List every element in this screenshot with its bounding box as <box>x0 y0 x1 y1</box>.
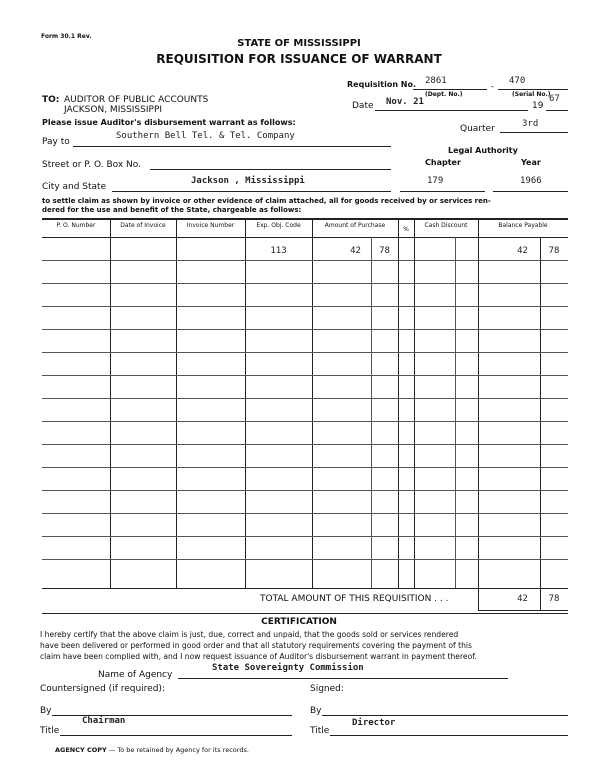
quarter-line <box>500 132 568 133</box>
col-header-pct: % <box>403 226 409 233</box>
right-title-value[interactable]: Director <box>352 718 396 728</box>
col-divider-6 <box>414 218 415 588</box>
year-suffix-value[interactable]: 67 <box>549 94 560 104</box>
agency-label: Name of Agency <box>98 670 173 680</box>
date-value[interactable]: Nov. 21 <box>386 97 424 107</box>
pay-to-label: Pay to <box>42 137 70 147</box>
row-line <box>42 444 568 445</box>
left-title-value[interactable]: Chairman <box>82 716 126 726</box>
agency-copy-label: AGENCY COPY <box>55 746 107 754</box>
row1-balance-cents[interactable]: 78 <box>548 246 560 256</box>
dept-no-line <box>413 89 487 90</box>
row-line <box>42 490 568 491</box>
col-divider-5 <box>398 218 399 588</box>
agency-value[interactable]: State Sovereignty Commission <box>212 663 364 673</box>
street-label: Street or P. O. Box No. <box>42 160 141 170</box>
right-title-label: Title <box>310 726 330 736</box>
chapter-value[interactable]: 179 <box>427 176 444 186</box>
row-line <box>42 559 568 560</box>
legal-authority-label: Legal Authority <box>448 146 518 155</box>
balance-cents-divider <box>540 237 541 611</box>
row-line <box>42 329 568 330</box>
settle-text-line1: to settle claim as shown by invoice or other evidence of claim attached, all for goods received by or services ren- <box>42 197 491 205</box>
row-line <box>42 421 568 422</box>
form-title: REQUISITION FOR ISSUANCE OF WARRANT <box>156 52 442 66</box>
col-header-balance: Balance Payable <box>498 222 548 229</box>
row1-exp-code[interactable]: 113 <box>270 246 287 256</box>
col-header-discount: Cash Discount <box>424 222 468 229</box>
col-divider-4 <box>312 218 313 588</box>
agency-copy-footer <box>55 746 249 754</box>
dept-no-value[interactable]: 2861 <box>425 76 447 86</box>
cert-line1: I hereby certify that the above claim is just, due, correct and unpaid, that the goods sold or services rendered <box>40 630 459 639</box>
right-by-label: By <box>310 706 322 716</box>
form-state: STATE OF MISSISSIPPI <box>237 38 361 49</box>
serial-no-line <box>498 89 568 90</box>
row1-amount-cents[interactable]: 78 <box>379 246 390 256</box>
col-divider-2 <box>176 218 177 588</box>
form-number: Form 30.1 Rev. <box>41 33 92 40</box>
quarter-label: Quarter <box>460 124 495 134</box>
total-left-border <box>478 588 479 610</box>
col-header-po: P. O. Number <box>56 222 96 229</box>
right-signature-line[interactable] <box>322 715 568 716</box>
legal-year-line <box>493 191 568 192</box>
row-line <box>42 375 568 376</box>
city-value[interactable]: Jackson , Mississippi <box>191 176 305 186</box>
agency-line <box>178 678 508 679</box>
table-top-rule <box>42 218 568 220</box>
settle-text-line2: dered for the use and benefit of the State, chargeable as follows: <box>42 206 302 214</box>
col-divider-3 <box>245 218 246 588</box>
table-header-rule <box>42 237 568 238</box>
requisition-label: Requisition No. <box>347 80 417 89</box>
row-line <box>42 536 568 537</box>
quarter-value[interactable]: 3rd <box>522 119 539 129</box>
serial-caption: (Serial No.) <box>512 91 551 98</box>
pay-to-line <box>73 146 391 147</box>
left-title-line <box>60 735 292 736</box>
city-line <box>112 191 391 192</box>
col-header-date: Date of Invoice <box>120 222 166 229</box>
row-line <box>42 352 568 353</box>
total-dollars[interactable]: 42 <box>517 594 528 604</box>
total-underline <box>478 610 568 611</box>
chapter-line <box>400 191 485 192</box>
left-title-label: Title <box>40 726 60 736</box>
cert-line3: claim have been complied with, and I now request issuance of Auditor's disbursement warrant in payment thereof. <box>40 652 477 661</box>
chapter-label: Chapter <box>425 158 461 167</box>
cert-line2: have been delivered or performed in good order and that all statutory requirements covering the payment of this <box>40 641 472 650</box>
row1-amount-dollars[interactable]: 42 <box>350 246 361 256</box>
agency-copy-note: — To be retained by Agency for its records. <box>106 746 249 754</box>
col-header-invoice: Invoice Number <box>186 222 235 229</box>
row-line <box>42 260 568 261</box>
signed-label: Signed: <box>310 684 344 694</box>
date-line <box>375 110 528 111</box>
date-label: Date <box>352 101 374 111</box>
total-cents[interactable]: 78 <box>548 594 560 604</box>
col-divider-7 <box>478 218 479 588</box>
row-line <box>42 306 568 307</box>
table-bottom-rule <box>42 588 568 589</box>
left-by-label: By <box>40 706 52 716</box>
col-divider-1 <box>110 218 111 588</box>
year-value[interactable]: 1966 <box>520 176 542 186</box>
dept-caption: (Dept. No.) <box>425 91 463 98</box>
total-label: TOTAL AMOUNT OF THIS REQUISITION . . . <box>260 594 449 604</box>
countersigned-label: Countersigned (if required): <box>40 684 165 694</box>
requisition-dash: - <box>491 82 494 91</box>
certification-heading: CERTIFICATION <box>261 617 337 627</box>
cert-top-rule <box>42 613 568 614</box>
right-title-line <box>330 735 568 736</box>
auditor-line: AUDITOR OF PUBLIC ACCOUNTS <box>64 95 209 105</box>
serial-no-value[interactable]: 470 <box>509 76 526 86</box>
jackson-line: JACKSON, MISSISSIPPI <box>64 105 163 115</box>
to-label: TO: <box>42 95 60 105</box>
row-line <box>42 467 568 468</box>
street-line <box>150 169 391 170</box>
year-line <box>546 110 568 111</box>
row-line <box>42 283 568 284</box>
instruction-text: Please issue Auditor's disbursement warrant as follows: <box>42 118 296 127</box>
col-header-amount: Amount of Purchase <box>324 222 386 229</box>
year-prefix: 19 <box>532 101 544 111</box>
col-header-exp-code: Exp. Obj. Code <box>256 222 301 229</box>
year-label: Year <box>521 158 541 167</box>
row-line <box>42 398 568 399</box>
row1-balance-dollars[interactable]: 42 <box>517 246 528 256</box>
city-label: City and State <box>42 182 107 192</box>
pay-to-value[interactable]: Southern Bell Tel. & Tel. Company <box>116 131 295 141</box>
row-line <box>42 513 568 514</box>
